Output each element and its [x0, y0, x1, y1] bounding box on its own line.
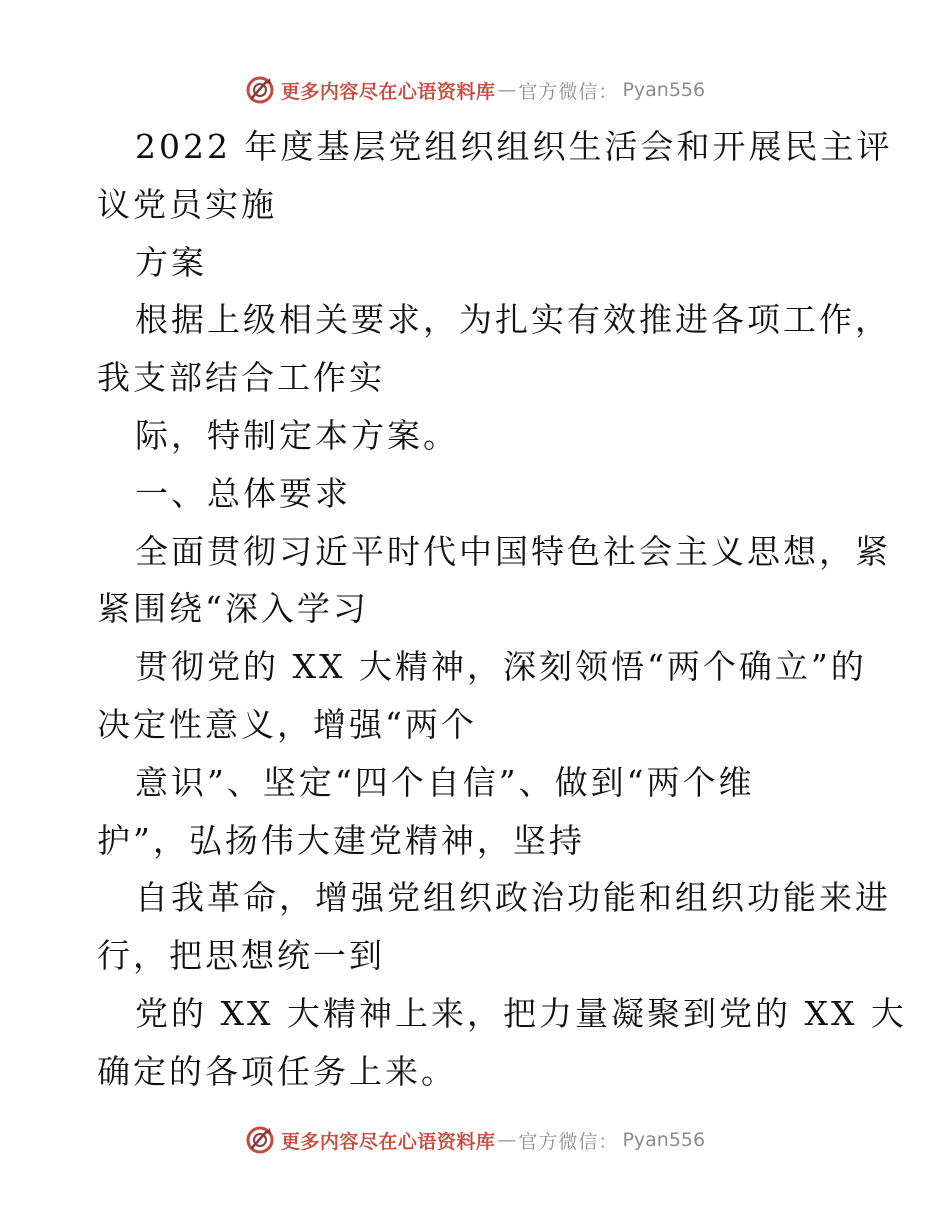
text-line: 意识”、坚定“四个自信”、做到“两个维 — [135, 762, 755, 802]
text-line: 紧围绕“深入学习 — [97, 589, 369, 629]
text-line: 际，特制定本方案。 — [135, 415, 459, 455]
text-line: 护”，弘扬伟大建党精神，坚持 — [97, 820, 585, 860]
watermark-account: Pyan556 — [622, 79, 706, 101]
text-line: 议党员实施 — [97, 184, 277, 224]
watermark-official-label: 官方微信： — [518, 80, 619, 103]
watermark-dash: — — [497, 79, 517, 101]
text-line: 方案 — [135, 242, 207, 282]
footer-watermark — [0, 1120, 950, 1160]
watermark-official-label: 官方微信： — [518, 1130, 619, 1153]
watermark-logo-icon — [245, 75, 275, 105]
text-line: 全面贯彻习近平时代中国特色社会主义思想，紧 — [135, 531, 891, 571]
text-line: 确定的各项任务上来。 — [97, 1051, 457, 1091]
text-line: 党的 XX 大精神上来，把力量凝聚到党的 XX 大 — [135, 993, 907, 1033]
text-line: 我支部结合工作实 — [97, 358, 385, 398]
text-line: 一、总体要求 — [135, 473, 351, 513]
text-line: 2022 年度基层党组织组织生活会和开展民主评 — [135, 127, 893, 166]
text-line: 贯彻党的 XX 大精神，深刻领悟“两个确立”的 — [135, 647, 867, 687]
watermark-brand: 更多内容尽在心语资料库 — [280, 80, 496, 103]
watermark-account: Pyan556 — [622, 1129, 706, 1151]
text-line: 行，把思想统一到 — [97, 936, 385, 976]
text-line: 决定性意义，增强“两个 — [97, 704, 477, 744]
text-line: 根据上级相关要求，为扎实有效推进各项工作， — [135, 300, 891, 340]
watermark-dash: — — [497, 1129, 517, 1151]
document-body — [97, 118, 907, 1101]
text-line: 自我革命，增强党组织政治功能和组织功能来进 — [135, 878, 891, 918]
watermark-brand: 更多内容尽在心语资料库 — [280, 1130, 496, 1153]
header-watermark — [0, 70, 950, 110]
watermark-logo-icon — [245, 1125, 275, 1155]
